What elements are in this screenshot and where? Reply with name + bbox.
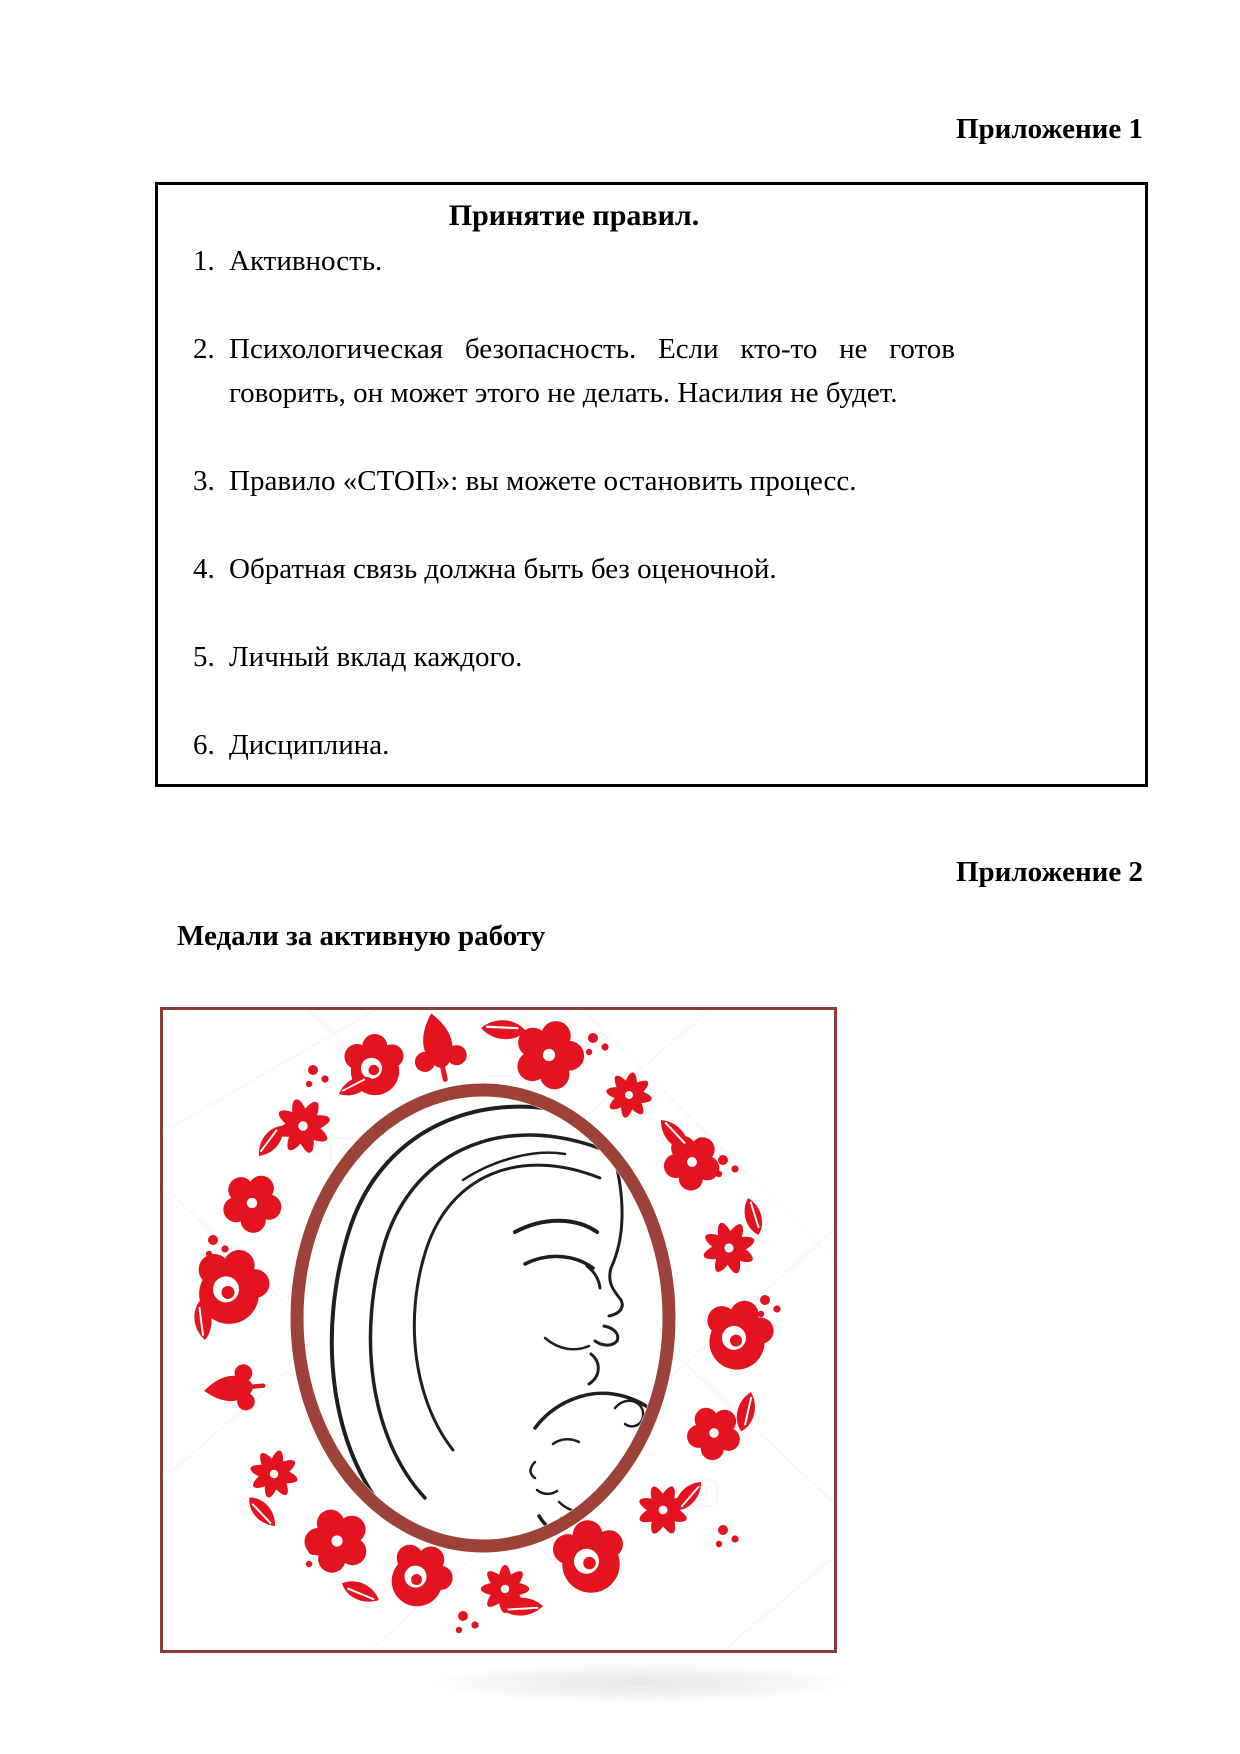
rule-item-2 xyxy=(193,327,955,415)
rule-item-6 xyxy=(193,723,955,767)
rule-number: 3. xyxy=(193,465,215,497)
rules-title: Принятие правил. xyxy=(448,199,700,232)
rule-item-4 xyxy=(193,547,955,591)
rules-box xyxy=(155,182,1148,787)
rule-text: Правило «СТОП»: вы можете остановить процесс. xyxy=(229,465,857,497)
rule-number: 5. xyxy=(193,641,215,673)
appendix-2-label: Приложение 2 xyxy=(956,856,1143,888)
rule-item-5 xyxy=(193,635,955,679)
image-shadow xyxy=(420,1662,860,1704)
rule-text: Психологическая безопасность. Если кто-то не готов говорить, он может этого не делать. Насилия не будет. xyxy=(229,333,955,409)
rule-number: 1. xyxy=(193,245,215,277)
rule-item-1 xyxy=(193,239,955,283)
medals-caption: Медали за активную работу xyxy=(177,920,546,952)
rule-item-3 xyxy=(193,459,955,503)
medallion-ring xyxy=(297,1090,669,1546)
rule-number: 2. xyxy=(193,333,215,365)
rule-text: Обратная связь должна быть без оценочной. xyxy=(229,553,777,585)
medal-image-frame xyxy=(160,1007,837,1653)
rule-text: Дисциплина. xyxy=(229,729,390,761)
rule-text: Активность. xyxy=(229,245,383,277)
rule-number: 4. xyxy=(193,553,215,585)
appendix-1-label: Приложение 1 xyxy=(956,113,1143,145)
rule-number: 6. xyxy=(193,729,215,761)
medal-image xyxy=(163,1010,834,1650)
rule-text: Личный вклад каждого. xyxy=(229,641,523,673)
